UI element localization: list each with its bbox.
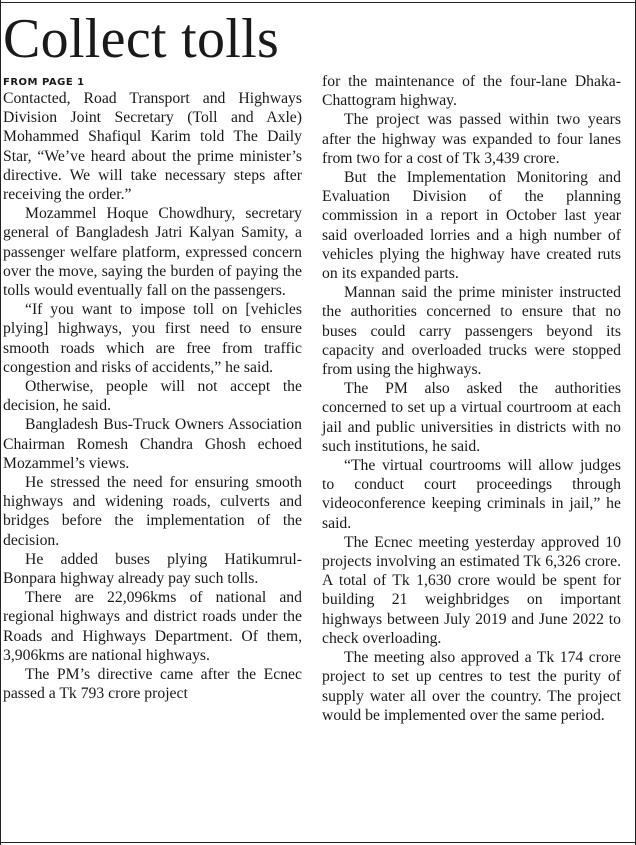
paragraph: The Ecnec meeting yesterday approved 10 projects involving an estimated Tk 6,326 crore. A total of Tk 1,630 crore would be spent for building 21 weighbridges on important highways between July 2019 and June 2022 to check overloading. bbox=[322, 533, 621, 647]
paragraph: The PM also asked the authorities concerned to set up a virtual courtroom at each jail and public universities in districts with no such institutions, he said. bbox=[322, 380, 621, 455]
paragraph: “If you want to impose toll on [vehicles plying] highways, you first need to ensure smooth roads which are free from traffic congestion and risks of accidents,” he said. bbox=[3, 301, 302, 376]
paragraph: Otherwise, people will not accept the decision, he said. bbox=[3, 378, 302, 415]
paragraph: “The virtual courtrooms will allow judges to conduct court proceedings through videoconference keeping criminals in jail,” he said. bbox=[322, 457, 621, 532]
left-column bbox=[3, 76, 302, 704]
paragraph: He added buses plying Hatikumrul-Bonpara highway already pay such tolls. bbox=[3, 550, 302, 588]
paragraph: The PM’s directive came after the Ecnec passed a Tk 793 crore project bbox=[3, 666, 302, 703]
paragraph: The meeting also approved a Tk 174 crore project to set up centres to test the purity of supply water all over the country. The project would be implemented over the same period. bbox=[322, 649, 621, 724]
paragraph: Contacted, Road Transport and Highways Division Joint Secretary (Toll and Axle) Mohammed Shafiqul Karim told The Daily Star, “We’ve heard about the prime minister’s directive. We will take necessary steps after receiving the order.” bbox=[3, 90, 302, 204]
jump-label: FROM PAGE 1 bbox=[3, 77, 85, 88]
top-border-rule bbox=[1, 2, 635, 3]
headline: Collect tolls bbox=[3, 8, 280, 70]
paragraph: But the Implementation Monitoring and Evaluation Division of the planning commission in a report in October last year said overloaded lorries and a high number of vehicles plying the highway have created ruts on its expanded parts. bbox=[322, 169, 621, 283]
paragraph: Mozammel Hoque Chowdhury, secretary general of Bangladesh Jatri Kalyan Samity, a passenger welfare platform, expressed concern over the move, saying the burden of paying the tolls would eventually fall on the passengers. bbox=[3, 205, 302, 300]
paragraph: Bangladesh Bus-Truck Owners Association Chairman Romesh Chandra Ghosh echoed Mozammel’s views. bbox=[3, 416, 302, 472]
bottom-border-rule bbox=[1, 842, 635, 843]
paragraph: for the maintenance of the four-lane Dhaka-Chattogram highway. bbox=[322, 73, 621, 110]
paragraph: The project was passed within two years after the highway was expanded to four lanes from two for a cost of Tk 3,439 crore. bbox=[322, 111, 621, 167]
paragraph: He stressed the need for ensuring smooth highways and widening roads, culverts and bridges before the implementation of the decision. bbox=[3, 474, 302, 549]
right-column bbox=[322, 72, 621, 725]
paragraph: Mannan said the prime minister instructed the authorities concerned to ensure that no buses could carry passengers beyond its capacity and overloaded trucks were stopped from using the highways. bbox=[322, 284, 621, 379]
paragraph: There are 22,096kms of national and regional highways and district roads under the Roads and Highways Department. Of them, 3,906kms are national highways. bbox=[3, 589, 302, 664]
